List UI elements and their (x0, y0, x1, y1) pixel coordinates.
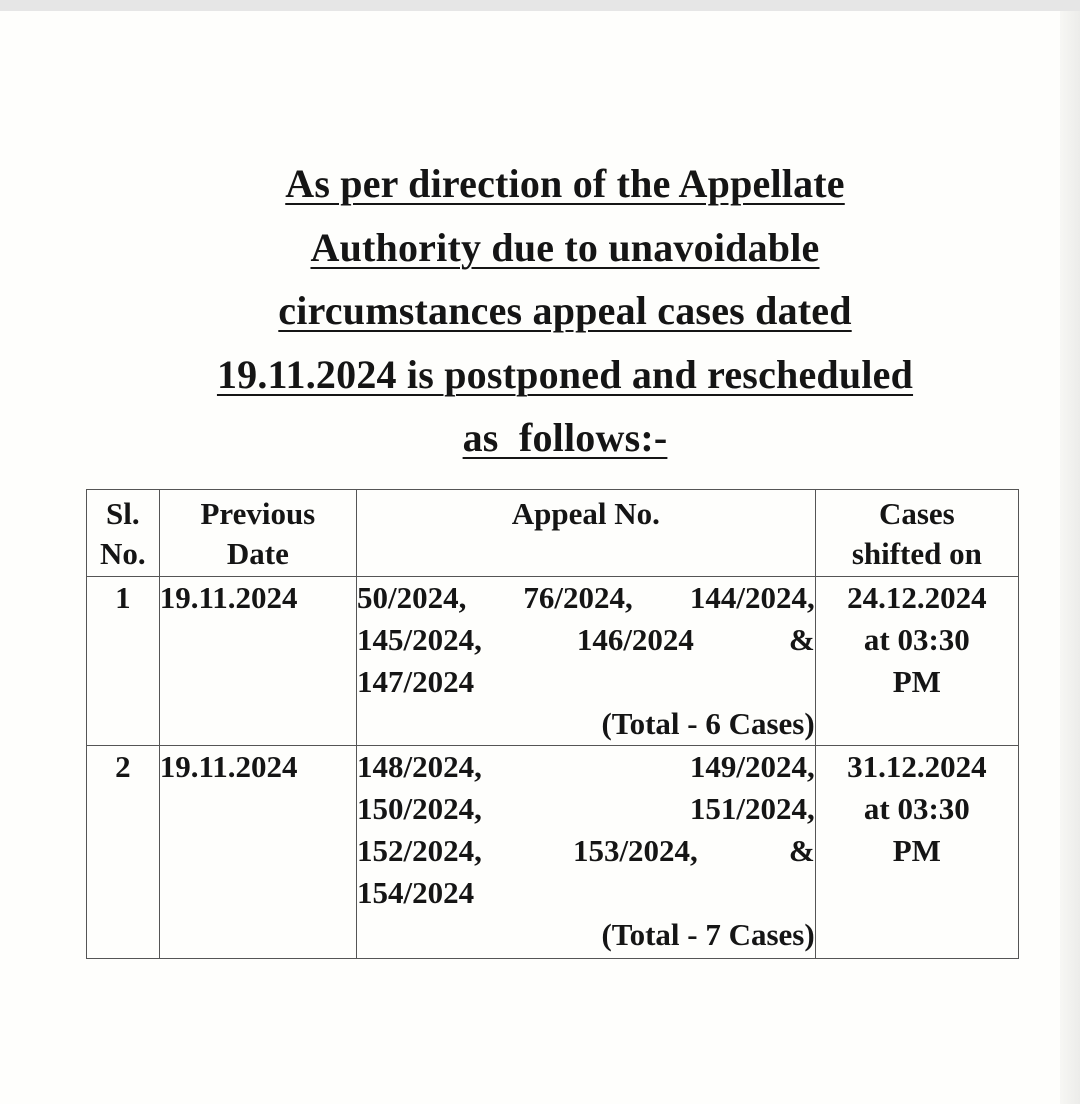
shift-date: 24.12.2024 (847, 580, 987, 615)
header-shift-line-2: shifted on (851, 536, 982, 571)
appeal-number: 147/2024 (357, 664, 475, 699)
row-previous-date: 19.11.2024 (159, 577, 356, 746)
appeal-number: 154/2024 (357, 875, 475, 910)
table-row (87, 577, 1019, 746)
appeal-line (357, 661, 815, 703)
appeal-number: 146/2024 (576, 622, 694, 657)
appeal-number: 144/2024, (689, 580, 815, 615)
shift-time: at 03:30 (863, 622, 970, 657)
shift-meridiem: PM (892, 833, 941, 868)
header-appeal-line-1: Appeal No. (511, 496, 660, 531)
row-shifted-on (815, 577, 1018, 746)
appeal-number: 145/2024, (357, 622, 482, 657)
table-header-row (87, 490, 1019, 577)
appeal-line (357, 577, 815, 619)
appeal-line (357, 788, 815, 830)
row-sl-no: 2 (87, 746, 160, 959)
appeal-line (357, 830, 815, 872)
heading-line-5: as follows:- (462, 415, 668, 460)
heading-line-4: 19.11.2024 is postponed and rescheduled (216, 351, 914, 397)
heading-line-2: Authority due to unavoidable (310, 224, 820, 270)
header-prev-line-1: Previous (200, 496, 316, 531)
header-sl-no (87, 490, 160, 577)
row-appeal-numbers (357, 577, 816, 746)
appeal-line (357, 619, 815, 661)
appeal-total: (Total - 6 Cases) (601, 706, 815, 741)
shift-meridiem: PM (892, 664, 941, 699)
row-sl-no: 1 (87, 577, 160, 746)
appeal-number: 50/2024, (357, 580, 467, 615)
appeal-number: 151/2024, (689, 791, 815, 826)
schedule-table (86, 489, 1019, 959)
header-prev-line-2: Date (226, 536, 289, 571)
appeal-conjunction: & (788, 622, 815, 657)
shift-date: 31.12.2024 (847, 749, 987, 784)
row-shifted-on (815, 746, 1018, 959)
appeal-conjunction: & (788, 833, 815, 868)
header-appeal-no (357, 490, 816, 577)
header-sl-line-2: No. (100, 536, 146, 571)
appeal-number: 76/2024, (523, 580, 633, 615)
appeal-number: 153/2024, (572, 833, 698, 868)
appeal-total: (Total - 7 Cases) (601, 917, 815, 952)
appeal-number: 152/2024, (357, 833, 482, 868)
header-previous-date (159, 490, 356, 577)
appeal-line (357, 746, 815, 788)
appeal-number: 150/2024, (357, 791, 482, 826)
page-edge (1060, 11, 1080, 1104)
appeal-number: 148/2024, (357, 749, 482, 784)
row-previous-date: 19.11.2024 (159, 746, 356, 959)
heading-line-1: As per direction of the Appellate (285, 161, 845, 206)
row-appeal-numbers (357, 746, 816, 959)
header-sl-line-1: Sl. (106, 496, 140, 531)
top-strip (0, 0, 1080, 11)
header-shift-line-1: Cases (878, 496, 955, 531)
shift-time: at 03:30 (863, 791, 970, 826)
appeal-line (357, 872, 815, 914)
appeal-number: 149/2024, (689, 749, 815, 784)
notice-heading (130, 152, 1000, 470)
table-row (87, 746, 1019, 959)
heading-line-3: circumstances appeal cases dated (278, 288, 852, 333)
header-cases-shifted-on (815, 490, 1018, 577)
